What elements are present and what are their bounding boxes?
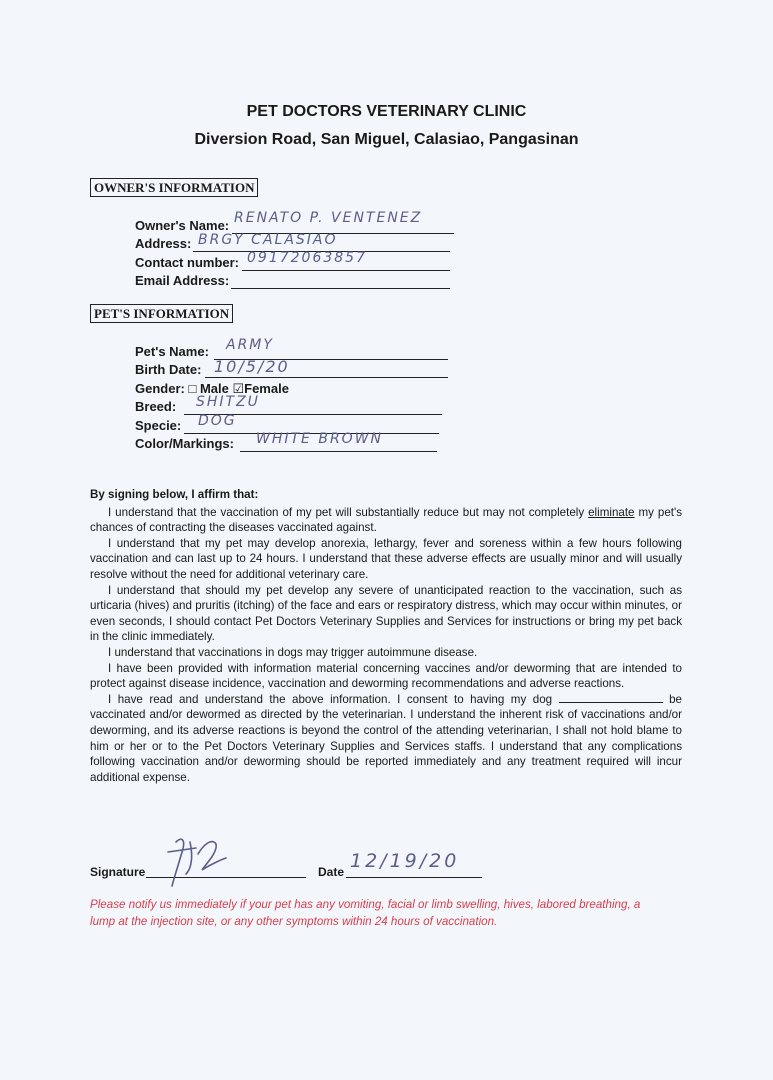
contact-number-line [242,270,450,271]
color-markings-line [240,451,437,452]
gender-label: Gender: [135,381,185,396]
pet-section-title: PET'S INFORMATION [90,304,233,323]
consent-paragraph-2: I understand that my pet may develop anorexia, lethargy, fever and soreness within a few hours following vaccination and can last up to 24 hours. I understand that these adverse effects are usually minor and will usually resolve without the need for additional veterinary care. [90,536,682,581]
owner-address-label: Address: [135,236,192,251]
contact-number-value[interactable]: 09172063857 [247,250,367,266]
consent-p1-text: I understand that the vaccination of my pet will substantially reduce but may not completely [108,505,589,519]
breed-label: Breed: [135,399,177,414]
contact-number-label: Contact number: [135,255,239,270]
consent-paragraph-6 [90,692,682,786]
clinic-name: PET DOCTORS VETERINARY CLINIC [246,103,527,120]
consent-paragraph-1 [90,505,682,536]
specie-label: Specie: [135,418,182,433]
birth-date-value[interactable]: 10/5/20 [214,357,290,376]
consent-paragraph-3: I understand that should my pet develop any severe of unanticipated reaction to the vaccination, such as urticaria (hives) and pruritis (itching) of the face and ears or respiratory distress, which may occur within minutes, or even seconds, I should contact Pet Doctors Veterinary Supplies and Services for instructions or bring my pet back in the clinic immediately. [90,583,682,644]
owner-address-value[interactable]: BRGY CALASIAO [198,232,338,248]
email-line [231,288,450,289]
female-label: Female [244,381,289,396]
owner-name-value[interactable]: RENATO P. VENTENEZ [234,210,423,226]
handwritten-signature[interactable] [160,830,240,890]
breed-value[interactable]: SHITZU [196,394,260,410]
consent-text [90,487,682,785]
color-markings-label: Color/Markings: [135,436,234,451]
pet-name-value[interactable]: ARMY [226,337,274,353]
male-checkbox[interactable]: □ [188,381,197,396]
dog-name-blank[interactable] [559,692,663,703]
email-label: Email Address: [135,273,230,288]
consent-lead: By signing below, I affirm that: [90,488,259,501]
clinic-address: Diversion Road, San Miguel, Calasiao, Pangasinan [194,131,579,148]
consent-p1-text-end: my pet's chances of contracting the diseases vaccinated against. [90,505,682,535]
owner-section-title: OWNER'S INFORMATION [90,178,258,197]
consent-p6-text: I have read and understand the above information. I consent to having my dog [108,692,559,706]
specie-value[interactable]: DOG [198,413,237,429]
consent-p6-text-end: be vaccinated and/or dewormed as directed by the veterinarian. I understand the inherent risk of vaccinations and/or deworming, and its adverse reactions is beyond the control of the attending veterinarian, I shall not hold blame to him or her or to the Pet Doctors Veterinary Supplies and Services staffs. I understand that any complications following vaccination and/or deworming should be reported immediately and any treatment required will incur additional expense. [90,692,682,784]
male-label: Male [199,381,229,396]
consent-paragraph-4: I understand that vaccinations in dogs may trigger autoimmune disease. [108,645,478,659]
birth-date-line [205,377,448,378]
consent-p1-underlined: eliminate [588,505,635,519]
owner-name-label: Owner's Name: [135,218,230,233]
symptoms-notice: Please notify us immediately if your pet has any vomiting, facial or limb swelling, hives, labored breathing, a lump at the injection site, or any other symptoms within 24 hours of vaccination. [90,898,641,928]
date-label: Date [318,865,345,879]
pet-name-label: Pet's Name: [135,344,209,359]
birth-date-label: Birth Date: [135,362,202,377]
consent-paragraph-5: I have been provided with information material concerning vaccines and/or deworming that are intended to protect against disease incidence, vaccination and deworming recommendations and adverse reactions. [90,661,682,691]
color-markings-value[interactable]: WHITE BROWN [256,431,384,447]
date-value[interactable]: 12/19/20 [350,850,460,872]
female-checkbox[interactable]: ☑ [232,381,245,396]
signature-label: Signature [90,865,146,879]
date-line [346,877,482,878]
